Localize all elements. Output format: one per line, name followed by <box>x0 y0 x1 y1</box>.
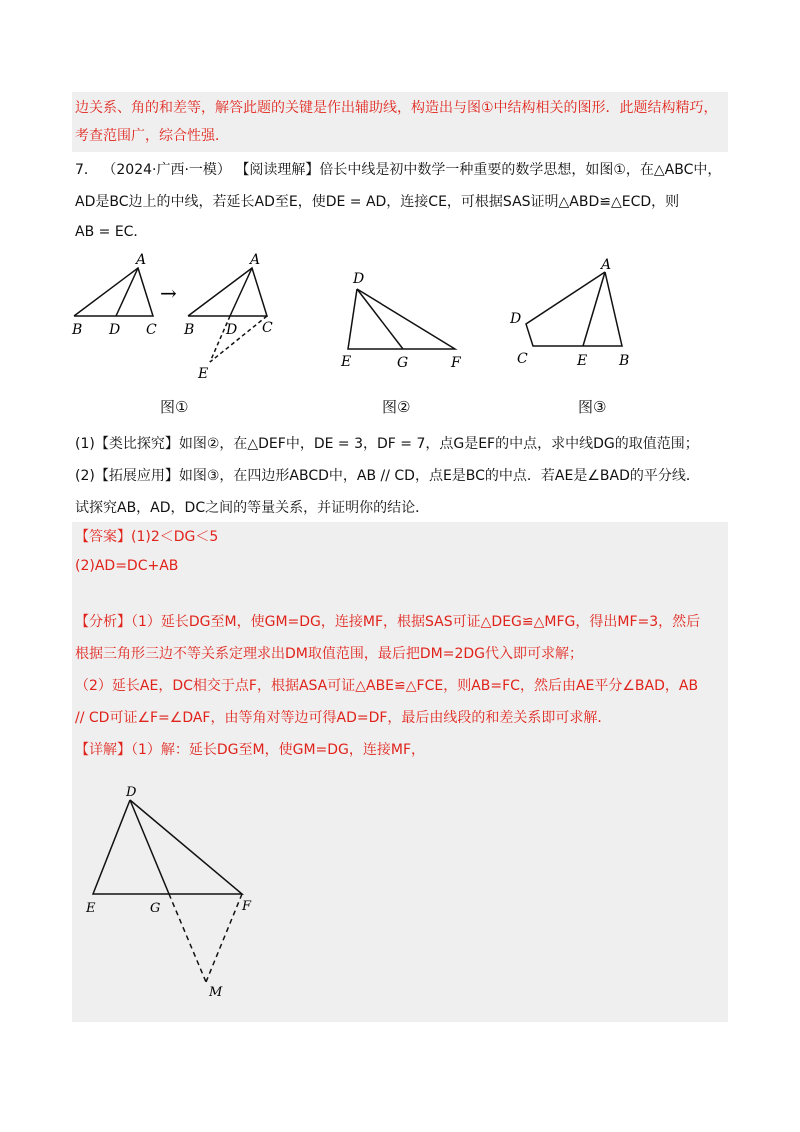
fig3-label-e: E <box>577 353 588 369</box>
analysis-line-2: 根据三角形三边不等关系定理求出DM取值范围，最后把DM=2DG代入即可求解； <box>75 646 583 662</box>
question-text-1: 倍长中线是初中数学一种重要的数学思想，如图①，在△ABC中， <box>319 162 722 178</box>
fig4-label-d: D <box>126 785 137 800</box>
detail-line-1 <box>75 740 425 760</box>
fig1-label-d1: D <box>109 322 121 338</box>
analysis-label: 【分析】 <box>75 614 131 630</box>
part-1: (1)【类比探究】如图②，在△DEF中，DE = 3，DF = 7，点G是EF的中点，求中线DG的取值范围； <box>75 436 699 452</box>
figure-3 <box>505 252 645 374</box>
fig4-dashed-fm <box>206 894 242 982</box>
analysis-line-3: （2）延长AE，DC相交于点F，根据ASA可证△ABE≌△FCE，则AB=FC，然后由AE平分∠BAD，AB <box>75 678 699 694</box>
fig1-arrow: → <box>160 281 177 305</box>
answer-line-1 <box>75 527 218 547</box>
fig1-label-d2: D <box>226 322 238 338</box>
fig1-median-right <box>230 268 252 316</box>
fig3-label-d: D <box>510 311 522 327</box>
fig3-line-ae <box>583 272 605 346</box>
fig2-label-g: G <box>397 355 409 371</box>
fig2-caption: 图② <box>382 398 411 416</box>
answer-1: (1)2＜DG＜5 <box>131 529 219 545</box>
analysis-line-4: // CD可证∠F=∠DAF，由等角对等边可得AD=DF，最后由线段的和差关系即可求解． <box>75 710 612 726</box>
fig2-label-e: E <box>341 354 352 370</box>
fig4-label-f: F <box>242 899 252 914</box>
fig2-median-dg <box>357 289 403 349</box>
fig2-label-d: D <box>353 271 365 287</box>
question-tag: 【阅读理解】 <box>235 162 320 178</box>
answer-label: 【答案】 <box>75 529 131 545</box>
question-line-2: AD是BC边上的中线，若延长AD至E，使DE = AD，连接CE，可根据SAS证明△ABD≌△ECD，则 <box>75 194 680 210</box>
fig2-label-f: F <box>451 355 461 371</box>
fig3-label-b: B <box>619 353 630 369</box>
fig1-triangle-right <box>188 268 267 316</box>
fig4-dashed-gm <box>169 894 206 982</box>
fig3-quadrilateral <box>526 272 622 346</box>
top-note-line-2: 考查范围广，综合性强． <box>75 128 229 144</box>
fig1-label-c2: C <box>262 320 273 336</box>
answer-line-2: (2)AD=DC+AB <box>75 558 179 574</box>
question-number: 7． <box>75 162 98 178</box>
fig1-label-a1: A <box>136 252 147 268</box>
fig1-label-e: E <box>198 366 209 382</box>
fig1-median-left <box>116 268 138 316</box>
analysis-line-1 <box>75 612 700 632</box>
fig4-median-dg <box>130 800 169 894</box>
fig4-label-e: E <box>86 901 96 916</box>
fig1-label-c1: C <box>146 322 157 338</box>
figure-2 <box>335 265 475 375</box>
question-source: （2024·广西·一模） <box>102 162 231 178</box>
fig4-label-m: M <box>209 985 223 1000</box>
fig1-label-a2: A <box>250 252 261 268</box>
fig1-label-b2: B <box>184 322 195 338</box>
part-2: (2)【拓展应用】如图③，在四边形ABCD中，AB // CD，点E是BC的中点．若AE是∠BAD的平分线． <box>75 468 700 484</box>
figure-4 <box>78 780 268 1000</box>
fig3-caption: 图③ <box>578 398 607 416</box>
fig3-label-c: C <box>517 351 528 367</box>
part-2b: 试探究AB，AD，DC之间的等量关系，并证明你的结论． <box>75 500 430 516</box>
fig1-label-b1: B <box>72 322 83 338</box>
fig4-label-g: G <box>150 901 161 916</box>
fig1-dashed-ce <box>210 316 267 362</box>
fig1-triangle-left <box>74 268 153 316</box>
fig1-caption: 图① <box>160 398 189 416</box>
fig3-label-a: A <box>601 257 612 273</box>
analysis-text-1: （1）延长DG至M，使GM=DG，连接MF，根据SAS可证△DEG≌△MFG，得出MF=3，然后 <box>131 614 701 630</box>
question-line-3: AB = EC． <box>75 224 148 240</box>
fig4-triangle <box>93 800 242 894</box>
top-note-line-1: 边关系、角的和差等，解答此题的关键是作出辅助线，构造出与图①中结构相关的图形．此题结构精巧， <box>75 100 718 116</box>
detail-text-1: （1）解：延长DG至M，使GM=DG，连接MF， <box>131 742 426 758</box>
figure-1 <box>60 250 300 390</box>
detail-label: 【详解】 <box>75 742 131 758</box>
question-line-1 <box>75 160 721 180</box>
